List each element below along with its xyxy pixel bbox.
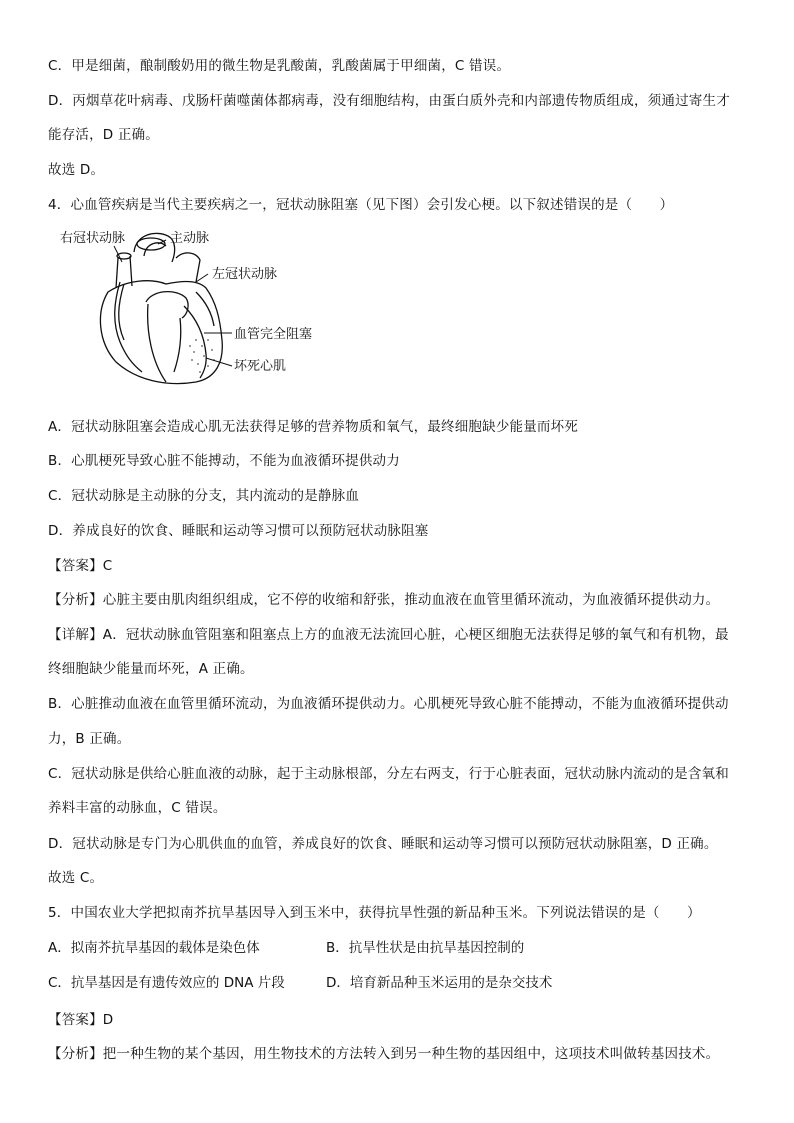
heart-illustration [56,222,356,392]
q4-detail-a: 【详解】A．冠状动脉血管阻塞和阻塞点上方的血液无法流回心脏，心梗区细胞无法获得足够的氧气和有机物，最 [48,627,729,643]
q4-detail-d: D．冠状动脉是专门为心肌供血的血管，养成良好的饮食、睡眠和运动等习惯可以预防冠状动脉阻塞，D 正确。 [48,836,718,852]
q4-analysis: 【分析】心脏主要由肌肉组织组成，它不停的收缩和舒张，推动血液在血管里循环流动，为血液循环提供动力。 [48,592,720,608]
q4-option-d: D．养成良好的饮食、睡眠和运动等习惯可以预防冠状动脉阻塞 [48,523,429,539]
q5-analysis: 【分析】把一种生物的某个基因，用生物技术的方法转入到另一种生物的基因组中，这项技术叫做转基因技术。 [48,1046,720,1062]
q4-detail-b-cont: 力，B 正确。 [48,731,131,747]
heart-diagram [56,222,356,392]
q5-option-b: B．抗旱性状是由抗旱基因控制的 [326,940,525,956]
q4-detail-c: C．冠状动脉是供给心脏血液的动脉，起于主动脉根部，分左右两支，行于心脏表面，冠状动脉内流动的是含氧和 [48,766,729,782]
q5-option-a: A．拟南芥抗旱基因的载体是染色体 [48,940,260,956]
q4-option-a: A．冠状动脉阻塞会造成心肌无法获得足够的营养物质和氧气，最终细胞缺少能量而坏死 [48,419,579,435]
line-d-virus: D．丙烟草花叶病毒、戊肠杆菌噬菌体都病毒，没有细胞结构，由蛋白质外壳和内部遗传物质组成，须通过寄生才 [48,93,730,109]
label-right-coronary: 右冠状动脉 [60,231,126,246]
question-5: 5．中国农业大学把拟南芥抗旱基因导入到玉米中，获得抗旱性强的新品种玉米。下列说法错误的是（ ） [48,905,701,921]
label-necrosis: 坏死心肌 [234,359,287,374]
label-blockage: 血管完全阻塞 [234,327,313,342]
line-c-bacteria: C．甲是细菌，酿制酸奶用的微生物是乳酸菌，乳酸菌属于甲细菌，C 错误。 [48,58,511,74]
q4-detail-b: B．心脏推动血液在血管里循环流动，为血液循环提供动力。心肌梗死导致心脏不能搏动，不能为血液循环提供动 [48,696,729,712]
q4-detail-a-cont: 终细胞缺少能量而坏死，A 正确。 [48,661,254,677]
line-d-virus-cont: 能存活，D 正确。 [48,127,159,143]
label-left-coronary: 左冠状动脉 [212,267,278,282]
q5-option-d: D．培育新品种玉米运用的是杂交技术 [326,975,553,991]
q4-option-b: B．心肌梗死导致心脏不能搏动，不能为血液循环提供动力 [48,453,400,469]
label-aorta: 主动脉 [170,231,210,246]
q4-answer: 【答案】C [48,558,113,574]
q4-choose: 故选 C。 [48,870,104,886]
q4-detail-c-cont: 养料丰富的动脉血，C 错误。 [48,800,227,816]
line-choose-d: 故选 D。 [48,162,105,178]
q5-answer: 【答案】D [48,1012,114,1028]
q5-option-c: C．抗旱基因是有遗传效应的 DNA 片段 [48,975,285,991]
question-4: 4．心血管疾病是当代主要疾病之一，冠状动脉阻塞（见下图）会引发心梗。以下叙述错误的是（ ） [48,197,674,213]
q4-option-c: C．冠状动脉是主动脉的分支，其内流动的是静脉血 [48,488,360,504]
